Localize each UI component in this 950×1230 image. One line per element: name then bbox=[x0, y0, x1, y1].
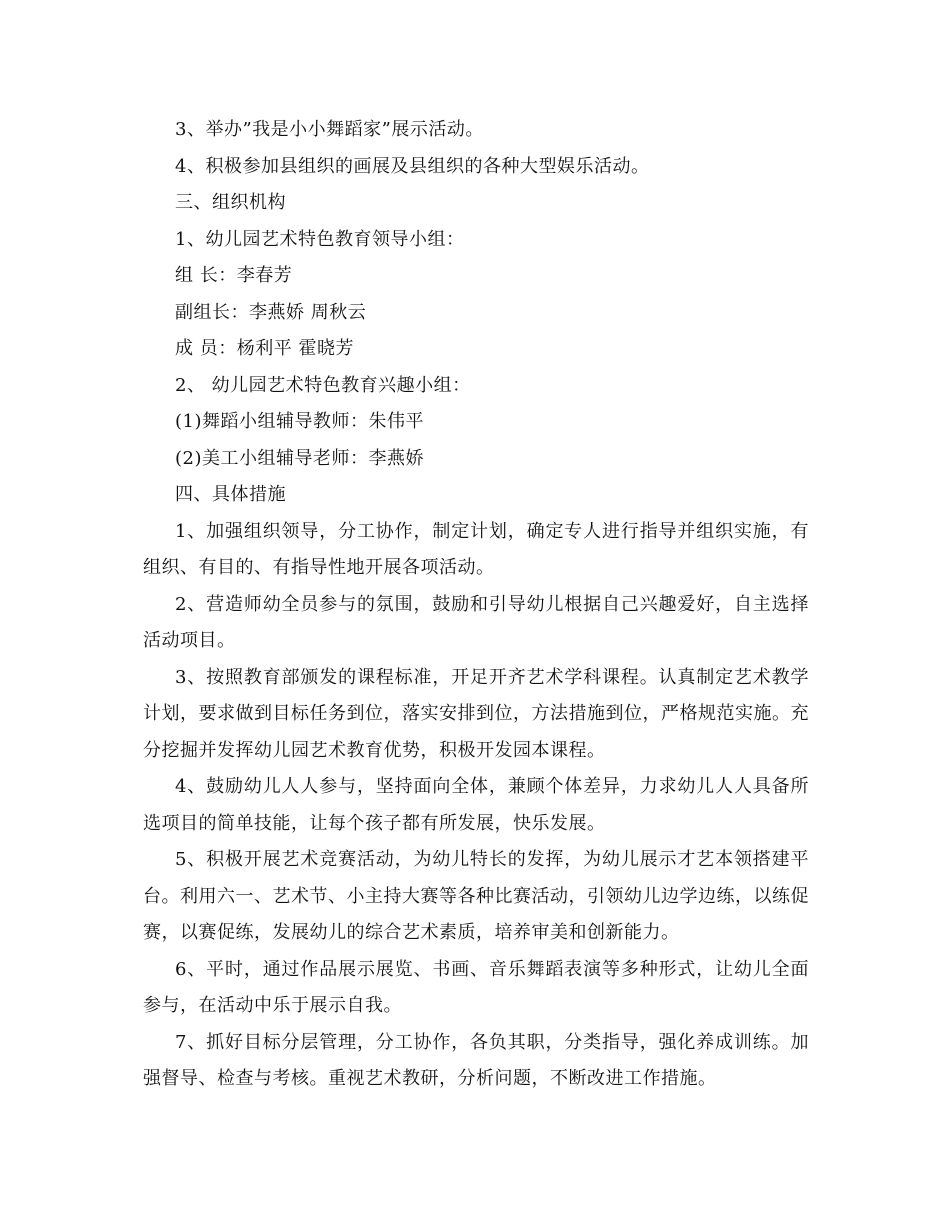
paragraph: 2、 幼儿园艺术特色教育兴趣小组： bbox=[175, 374, 471, 396]
paragraph: 副组长：李燕娇 周秋云 bbox=[175, 301, 367, 323]
paragraph: 7、抓好目标分层管理，分工协作，各负其职，分类指导，强化养成训练。加强督导、检查与考核。重视艺术教研，分析问题，不断改进工作措施。 bbox=[143, 1031, 809, 1089]
paragraph: 成 员：杨利平 霍晓芳 bbox=[175, 338, 354, 359]
paragraph: 5、积极开展艺术竞赛活动，为幼儿特长的发挥，为幼儿展示才艺本领搭建平台。利用六一、艺术节、小主持大赛等各种比赛活动，引领幼儿边学边练，以练促赛，以赛促练，发展幼儿的综合艺术素质，培养审美和创新能力。 bbox=[143, 849, 809, 943]
section-heading: 四、具体措施 bbox=[175, 484, 286, 505]
paragraph: 3、举办”我是小小舞蹈家”展示活动。 bbox=[175, 119, 484, 140]
paragraph: (2)美工小组辅导老师：李燕娇 bbox=[175, 447, 424, 469]
document-page bbox=[143, 112, 809, 1098]
paragraph: 2、营造师幼全员参与的氛围，鼓励和引导幼儿根据自己兴趣爱好，自主选择活动项目。 bbox=[143, 593, 809, 651]
paragraph: 4、积极参加县组织的画展及县组织的各种大型娱乐活动。 bbox=[175, 155, 650, 177]
paragraph: 3、按照教育部颁发的课程标准，开足开齐艺术学科课程。认真制定艺术教学计划，要求做到目标任务到位，落实安排到位，方法措施到位，严格规范实施。充分挖掘并发挥幼儿园艺术教育优势，积极开发园本课程。 bbox=[143, 666, 809, 761]
paragraph: 1、幼儿园艺术特色教育领导小组： bbox=[175, 228, 465, 250]
paragraph: 6、平时，通过作品展示展览、书画、音乐舞蹈表演等多种形式，让幼儿全面参与，在活动中乐于展示自我。 bbox=[143, 958, 809, 1016]
paragraph: 1、加强组织领导，分工协作，制定计划，确定专人进行指导并组织实施，有组织、有目的、有指导性地开展各项活动。 bbox=[143, 520, 809, 578]
paragraph: 4、鼓励幼儿人人参与，坚持面向全体，兼顾个体差异，力求幼儿人人具备所选项目的简单技能，让每个孩子都有所发展，快乐发展。 bbox=[143, 776, 809, 834]
paragraph: (1)舞蹈小组辅导教师：朱伟平 bbox=[175, 411, 424, 432]
section-heading: 三、组织机构 bbox=[175, 192, 286, 213]
paragraph: 组 长：李春芳 bbox=[175, 265, 293, 286]
